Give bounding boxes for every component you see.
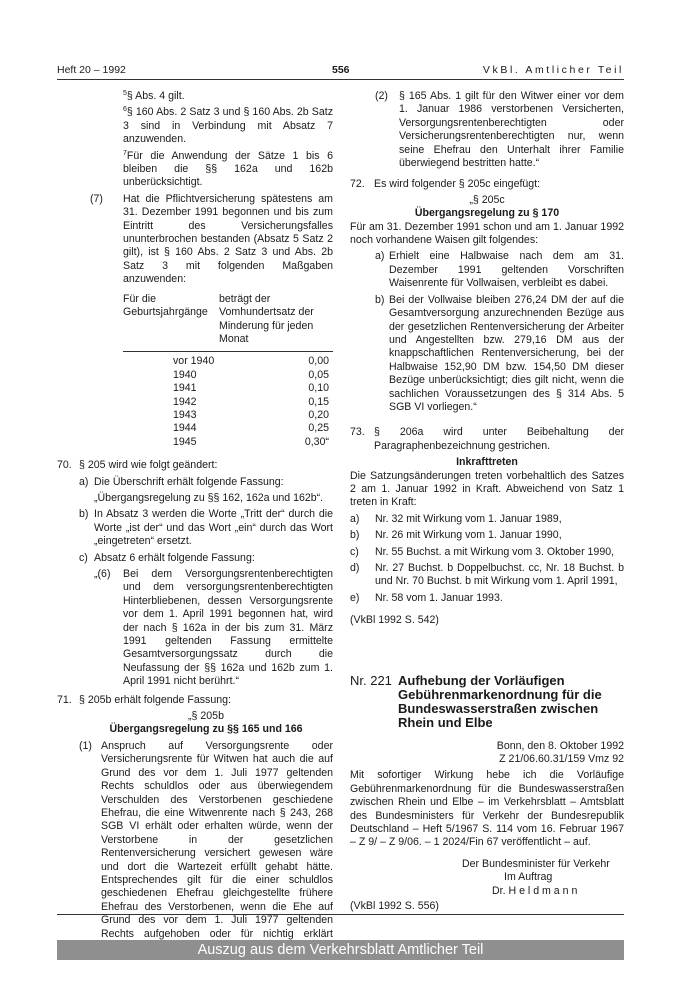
footnote-5: $^5$§ Abs. 4 gilt. xyxy=(123,90,185,102)
item-70-b: b) In Absatz 3 werden die Worte „Tritt der“ durch die Worte „ist der“ und das Wort „ein“ durch das Wort „eingetreten“ ersetzt. xyxy=(79,508,333,548)
section-205c-intro: Für am 31. Dezember 1991 schon und am 1. Januar 1992 noch vorhandene Waisen gilt folgendes: xyxy=(350,220,624,247)
item-70-c: c) Absatz 6 erhält folgende Fassung: xyxy=(79,551,255,564)
list-item: e) Nr. 58 vom 1. Januar 1993. xyxy=(350,591,503,604)
item-72: 72. Es wird folgender § 205c eingefügt: xyxy=(350,178,541,191)
header-issue: Heft 20 – 1992 xyxy=(57,64,126,76)
table-row: 1945 0,30“ xyxy=(173,435,329,448)
table-row: vor 1940 0,00 xyxy=(173,355,329,368)
paragraph-7: (7) Hat die Pflichtversicherung spätestens am 31. Dezember 1991 begonnen und bis zum Eintritt des Versicherungsfalles ununterbrochen bestanden (Absatz 5 Satz 2 gilt), ist § 160 Abs. 2 Satz 3 und Abs. 2b Satz 3 mit folgenden Maßgaben anzuwenden: xyxy=(90,192,333,286)
nr-221-number: Nr. 221 xyxy=(350,672,392,688)
list-item: d) Nr. 27 Buchst. b Doppelbuchst. cc, Nr. 18 Buchst. b und Nr. 70 Buchst. b mit Wirkung vom 1. April 1991, xyxy=(350,562,624,588)
section-205c-title: Übergangsregelung zu § 170 xyxy=(414,207,560,220)
section-205b-title: Übergangsregelung zu §§ 165 und 166 xyxy=(109,723,303,736)
inkrafttreten-text: Die Satzungsänderungen treten vorbehaltlich des Satzes 2 am 1. Januar 1992 in Kraft. Abweichend von Satz 1 treten in Kraft: xyxy=(350,469,624,509)
list-item: b) Nr. 26 mit Wirkung vom 1. Januar 1990, xyxy=(350,529,562,542)
table-row: 1944 0,25 xyxy=(173,422,329,435)
signature-name: Dr. H e l d m a n n xyxy=(492,884,578,897)
section-205b-para-2: (2) § 165 Abs. 1 gilt für den Witwer einer vor dem 1. Januar 1986 verstorbenen Versicherten, Versorgungsrentenberechtigten oder Versicherungsrentenberechtigten nur, wenn seine Ehefrau den Unterhalt ihrer Familie überwiegend bestritten hatte.“ xyxy=(375,90,624,170)
footnote-6: $^6$§ 160 Abs. 2 Satz 3 und § 160 Abs. 2b Satz 3 sind in Verbindung mit Absatz 7 anzuwenden. xyxy=(123,106,333,146)
item-70-a: a) Die Überschrift erhält folgende Fassung: xyxy=(79,475,284,488)
page-number: 556 xyxy=(332,64,350,76)
nr-221-heading xyxy=(350,674,624,730)
right-column xyxy=(350,90,624,914)
item-71: 71. § 205b erhält folgende Fassung: xyxy=(57,693,231,706)
item-70-c-quote: „(6) Bei dem Versorgungsrentenberechtigten und dem versorgungsrentenberechtigten Hinterbliebenen, dessen Versorgungsrente vor dem 1. April 1991 begonnen hat, wird der nach § 162a in der bis zum 31. März 1991 geltenden Fassung ermittelte Gesamtversorgungssatz durch die Neufassung der §§ 162a und 162b zum 1. April 1991 nicht berührt.“ xyxy=(94,568,333,688)
list-item: a) Nr. 32 mit Wirkung vom 1. Januar 1989, xyxy=(350,512,562,525)
table-header xyxy=(123,293,333,353)
signature-im-auftrag: Im Auftrag xyxy=(504,871,553,884)
place-date: Bonn, den 8. Oktober 1992 xyxy=(496,739,624,752)
footnote-7: $^7$Für die Anwendung der Sätze 1 bis 6 bleiben die §§ 162a und 162b unberücksichtigt. xyxy=(123,149,333,189)
section-205c-a: a) Erhielt eine Halbwaise nach dem am 31. Dezember 1991 geltenden Vorschriften Waisenrente für Vollwaisen, verbleibt es dabei. xyxy=(375,250,624,290)
header-rule xyxy=(57,79,624,80)
nr-221-body: Mit sofortiger Wirkung hebe ich die Vorläufige Gebührenmarkenordnung für die Bundeswasserstraßen zwischen Rhein und Elbe – im Verkehrsblatt – Amtsblatt des Bundesministers für Verkehr der Bundesrepublik Deutschland – Heft 5/1967 S. 114 vom 16. Februar 1967 – Z 9/ – Z 9/06. – 1 2024/Fin 67 veröffentlicht – auf. xyxy=(350,769,624,849)
item-70: 70. § 205 wird wie folgt geändert: xyxy=(57,459,218,472)
left-column xyxy=(57,90,333,954)
source-reference: (VkBl 1992 S. 542) xyxy=(350,614,439,627)
footer-banner: Auszug aus dem Verkehrsblatt Amtlicher Teil xyxy=(57,940,624,960)
nr-221-reference: (VkBl 1992 S. 556) xyxy=(350,900,439,913)
list-item: c) Nr. 55 Buchst. a mit Wirkung vom 3. Oktober 1990, xyxy=(350,545,615,558)
section-205c-b: b) Bei der Vollwaise bleiben 276,24 DM der auf die Gesamtversorgung anzurechnenden Bezüge aus der gesetzlichen Rentenversicherung der Arbeiter und Angestellten bzw. 279,16 DM aus der knappschaftlichen Rentenversicherung, bei der Halbwaise 152,90 DM bzw. 154,50 DM dieser Bezüge unberücksichtigt; dies gilt nicht, wenn die sachlichen Voraussetzungen des § 314 Abs. 5 SGB VI vorliegen.“ xyxy=(375,293,624,413)
inkrafttreten-title: Inkrafttreten xyxy=(456,456,518,469)
reference-number: Z 21/06.60.31/159 Vmz 92 xyxy=(499,753,624,766)
item-73: 73. § 206a wird unter Beibehaltung der Paragraphenbezeichnung gestrichen. xyxy=(350,426,624,452)
header-publication: VkBl. Amtlicher Teil xyxy=(482,64,624,76)
nr-221-title: Aufhebung der Vorläufigen Gebührenmarkenordnung für die Bundeswasserstraßen zwischen Rhein und Elbe xyxy=(398,672,602,730)
footer-rule xyxy=(57,914,624,915)
table-head-years: Für die Geburtsjahrgänge xyxy=(123,292,208,319)
table-row: 1941 0,10 xyxy=(173,382,329,395)
section-205b-para-1: (1) Anspruch auf Versorgungsrente oder Versicherungsrente für Witwen hat auch die auf Grund des vor dem 1. Juli 1977 geltenden Rechts schuldlos oder aus überwiegendem Verschulden des Verstorbenen geschiedene Ehefrau, die eine Witwenrente nach § 243, 268 SGB VI erhält oder erhalten würde, wenn der Verstorbene in der gesetzlichen Rentenversicherung versichert gewesen wäre und dort die Wartezeit erfüllt gehabt hätte. Entsprechendes gilt für die einer schuldlos geschiedenen Ehefrau gleichgestellte frühere Ehefrau des Verstorbenen, wenn die Ehe auf Grund des vor dem 1. Juli 1977 geltenden Rechts aufgehoben oder für nichtig erklärt xyxy=(79,739,333,940)
section-205b: „§ 205b xyxy=(188,710,224,723)
table-row: 1943 0,20 xyxy=(173,408,329,421)
signature-authority: Der Bundesminister für Verkehr xyxy=(462,857,610,870)
reduction-table xyxy=(123,293,333,449)
table-row: 1942 0,15 xyxy=(173,395,329,408)
item-70-a-quote: „Übergangsregelung zu §§ 162, 162a und 162b“. xyxy=(94,491,324,504)
table-head-percentage: beträgt der Vomhundertsatz der Minderung für jeden Monat xyxy=(219,292,314,345)
table-row: 1940 0,05 xyxy=(173,368,329,381)
section-205c: „§ 205c xyxy=(469,193,505,206)
table-body xyxy=(123,352,333,449)
